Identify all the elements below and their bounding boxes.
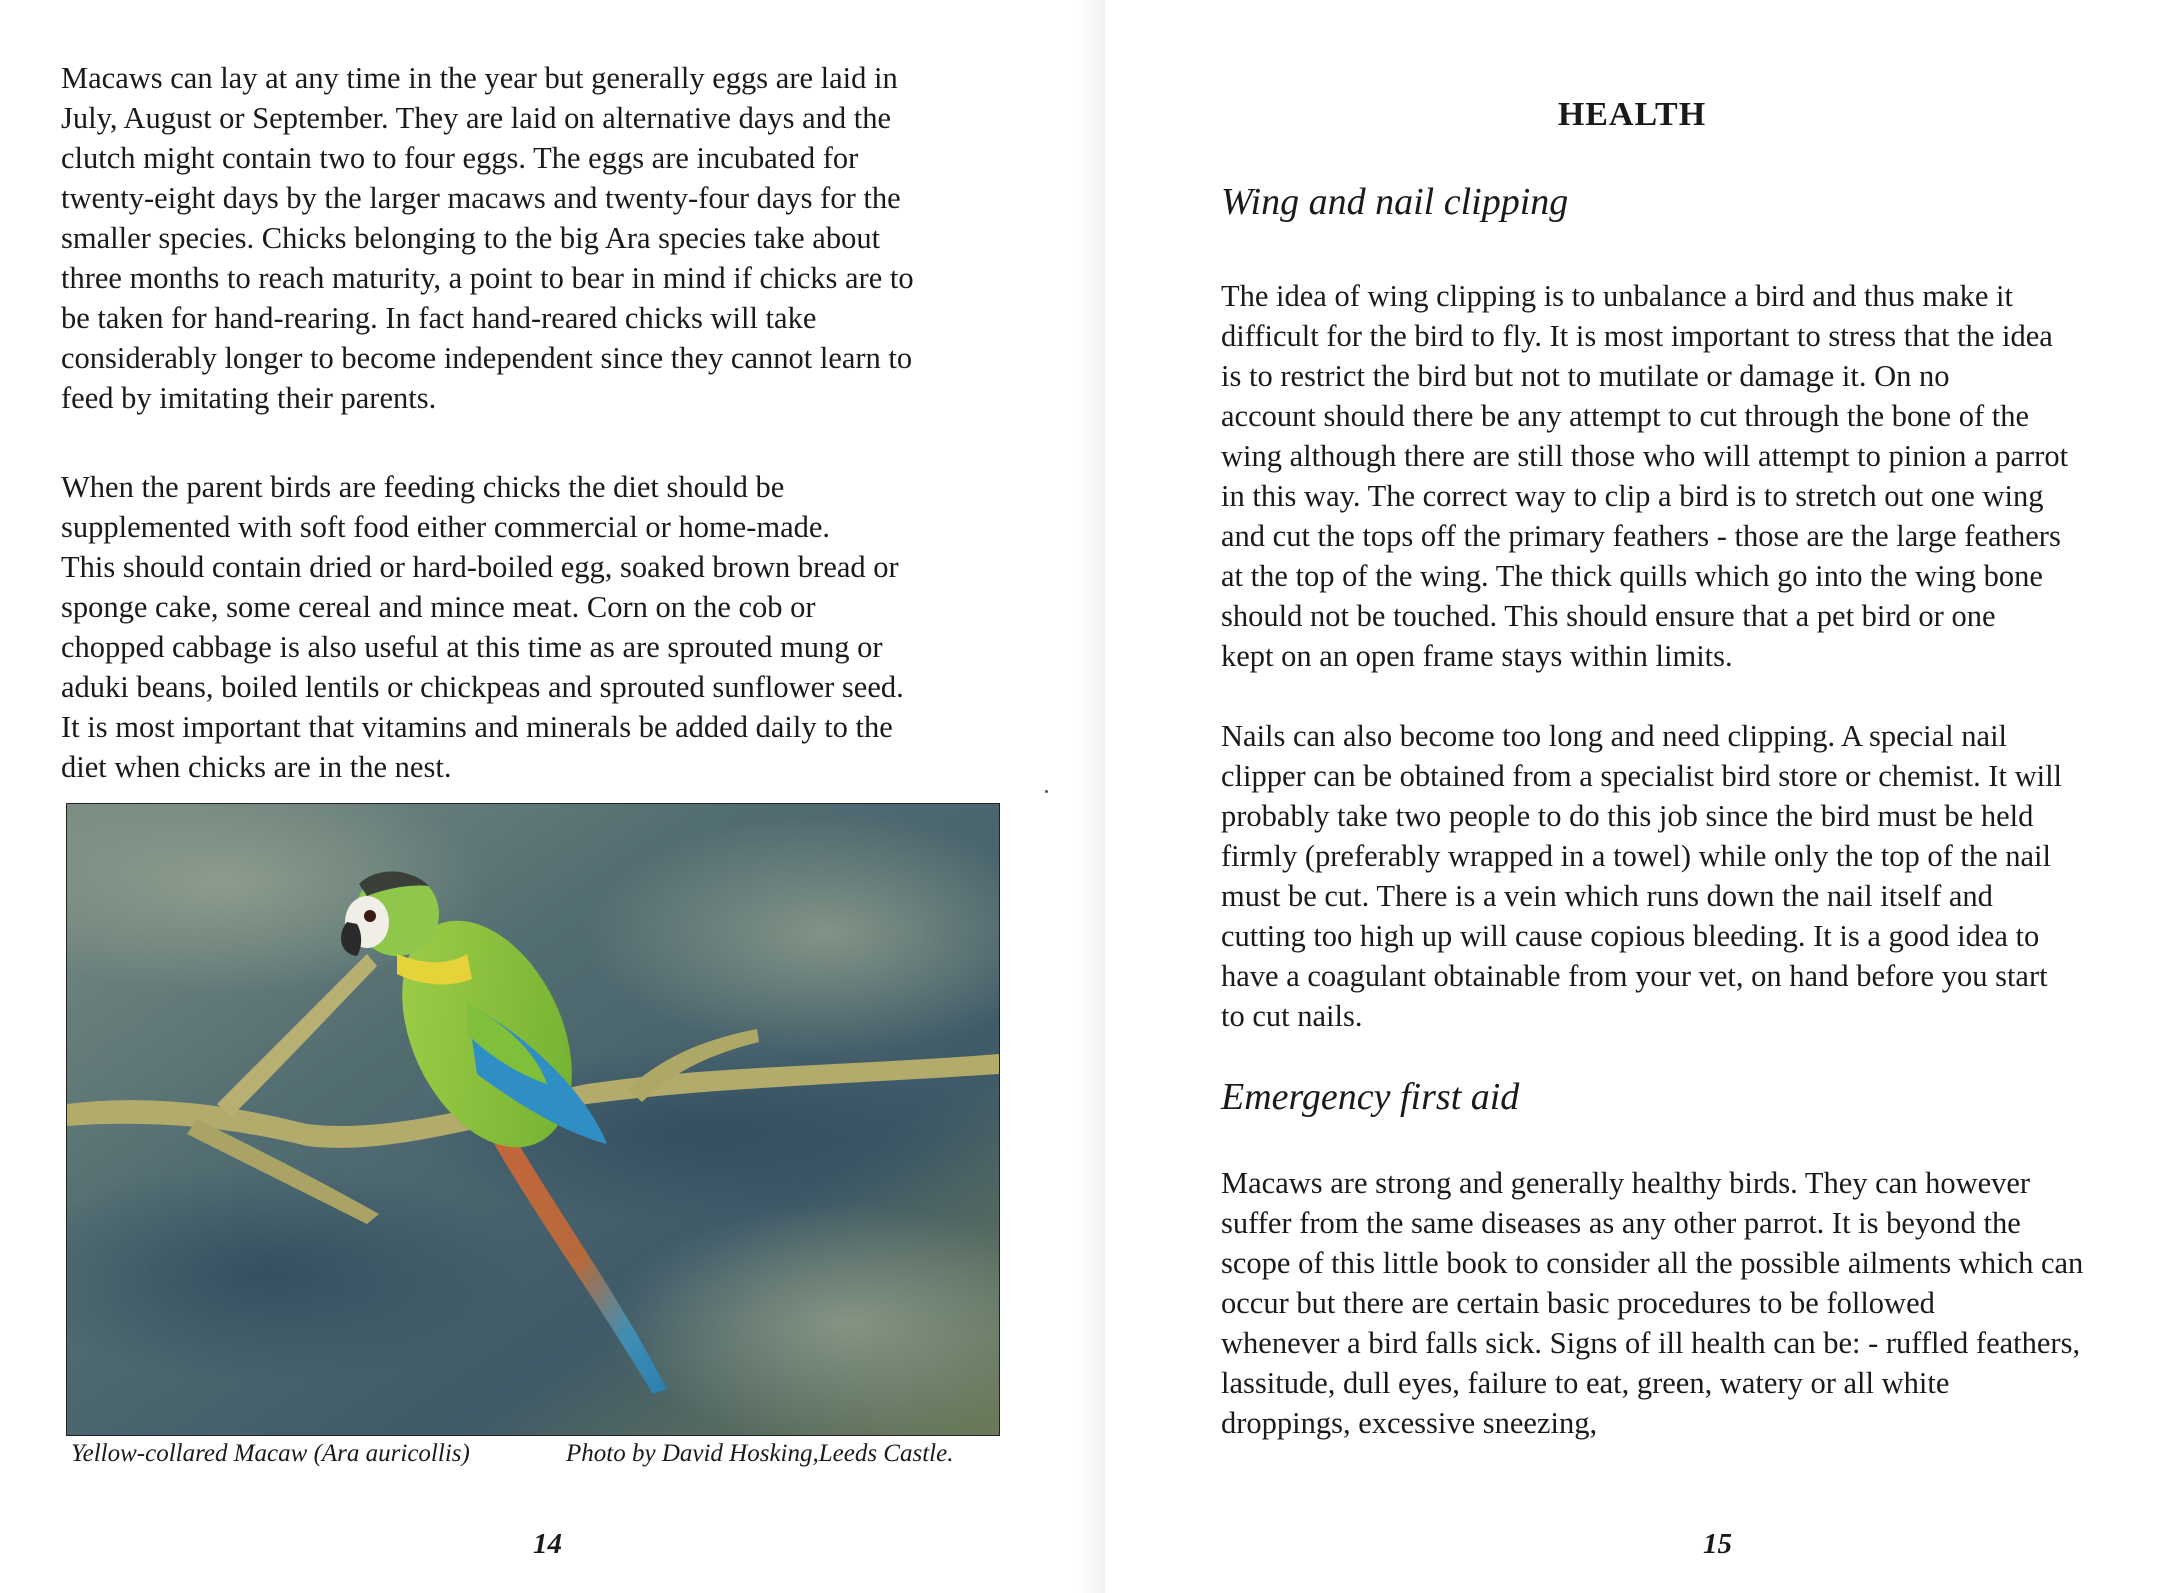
text-line: whenever a bird falls sick. Signs of ill health can be: - ruffled feathers, bbox=[1221, 1326, 2081, 1360]
scan-speck bbox=[1045, 790, 1048, 793]
text-line: clutch might contain two to four eggs. The eggs are incubated for bbox=[61, 141, 859, 175]
text-line: kept on an open frame stays within limits. bbox=[1221, 639, 1733, 673]
text-line: twenty-eight days by the larger macaws and twenty-four days for the bbox=[61, 181, 901, 215]
subheading-wing-nail-clipping: Wing and nail clipping bbox=[1221, 181, 1569, 223]
text-line: chopped cabbage is also useful at this time as are sprouted mung or bbox=[61, 630, 883, 664]
text-line: probably take two people to do this job since the bird must be held bbox=[1221, 799, 2034, 833]
page-number-right: 15 bbox=[1703, 1528, 1732, 1560]
subheading-emergency-first-aid: Emergency first aid bbox=[1221, 1076, 1520, 1118]
text-line: have a coagulant obtainable from your vet, on hand before you start bbox=[1221, 959, 2048, 993]
section-title: HEALTH bbox=[1557, 96, 1707, 133]
right-page bbox=[1105, 0, 2159, 1593]
text-line: Macaws are strong and generally healthy birds. They can however bbox=[1221, 1166, 2031, 1200]
text-line: lassitude, dull eyes, failure to eat, green, watery or all white bbox=[1221, 1366, 1950, 1400]
right-paragraph-first-aid bbox=[1221, 1163, 2083, 1443]
text-line: should not be touched. This should ensure that a pet bird or one bbox=[1221, 599, 1996, 633]
text-line: aduki beans, boiled lentils or chickpeas and sprouted sunflower seed. bbox=[61, 670, 904, 704]
text-line: occur but there are certain basic procedures to be followed bbox=[1221, 1286, 1935, 1320]
photo-caption-credit: Photo by David Hosking,Leeds Castle. bbox=[566, 1440, 954, 1467]
text-line: scope of this little book to consider all the possible ailments which can bbox=[1221, 1246, 2084, 1280]
left-paragraph-1 bbox=[61, 58, 914, 418]
right-paragraph-wing-clipping bbox=[1221, 276, 2068, 676]
text-line: account should there be any attempt to cut through the bone of the bbox=[1221, 399, 2030, 433]
text-line: clipper can be obtained from a specialist bird store or chemist. It will bbox=[1221, 759, 2063, 793]
text-line: When the parent birds are feeding chicks the diet should be bbox=[61, 470, 785, 504]
text-line: sponge cake, some cereal and mince meat. Corn on the cob or bbox=[61, 590, 816, 624]
text-line: wing although there are still those who will attempt to pinion a parrot bbox=[1221, 439, 2069, 473]
text-line: is to restrict the bird but not to mutilate or damage it. On no bbox=[1221, 359, 1950, 393]
text-line: suffer from the same diseases as any other parrot. It is beyond the bbox=[1221, 1206, 2021, 1240]
photo-caption-species: Yellow-collared Macaw (Ara auricollis) bbox=[71, 1440, 470, 1467]
left-paragraph-2 bbox=[61, 467, 904, 787]
text-line: smaller species. Chicks belonging to the big Ara species take about bbox=[61, 221, 881, 255]
text-line: The idea of wing clipping is to unbalance a bird and thus make it bbox=[1221, 279, 2013, 313]
text-line: three months to reach maturity, a point to bear in mind if chicks are to bbox=[61, 261, 914, 295]
text-line: at the top of the wing. The thick quills which go into the wing bone bbox=[1221, 559, 2043, 593]
text-line: difficult for the bird to fly. It is most important to stress that the idea bbox=[1221, 319, 2053, 353]
text-line: considerably longer to become independent since they cannot learn to bbox=[61, 341, 913, 375]
text-line: droppings, excessive sneezing, bbox=[1221, 1406, 1598, 1440]
text-line: It is most important that vitamins and minerals be added daily to the bbox=[61, 710, 893, 744]
right-paragraph-nail-clipping bbox=[1221, 716, 2062, 1036]
macaw-photo bbox=[66, 803, 1000, 1436]
text-line: This should contain dried or hard-boiled egg, soaked brown bread or bbox=[61, 550, 899, 584]
text-line: in this way. The correct way to clip a bird is to stretch out one wing bbox=[1221, 479, 2044, 513]
text-line: to cut nails. bbox=[1221, 999, 1363, 1033]
text-line: supplemented with soft food either commercial or home-made. bbox=[61, 510, 831, 544]
page-number-left: 14 bbox=[533, 1528, 562, 1560]
text-line: diet when chicks are in the nest. bbox=[61, 750, 452, 784]
text-line: Macaws can lay at any time in the year but generally eggs are laid in bbox=[61, 61, 898, 95]
text-line: feed by imitating their parents. bbox=[61, 381, 437, 415]
text-line: cutting too high up will cause copious bleeding. It is a good idea to bbox=[1221, 919, 2040, 953]
text-line: be taken for hand-rearing. In fact hand-reared chicks will take bbox=[61, 301, 817, 335]
macaw-illustration bbox=[67, 804, 999, 1435]
text-line: firmly (preferably wrapped in a towel) while only the top of the nail bbox=[1221, 839, 2052, 873]
text-line: Nails can also become too long and need clipping. A special nail bbox=[1221, 719, 2008, 753]
text-line: July, August or September. They are laid on alternative days and the bbox=[61, 101, 892, 135]
text-line: must be cut. There is a vein which runs down the nail itself and bbox=[1221, 879, 1993, 913]
text-line: and cut the tops off the primary feathers - those are the large feathers bbox=[1221, 519, 2061, 553]
